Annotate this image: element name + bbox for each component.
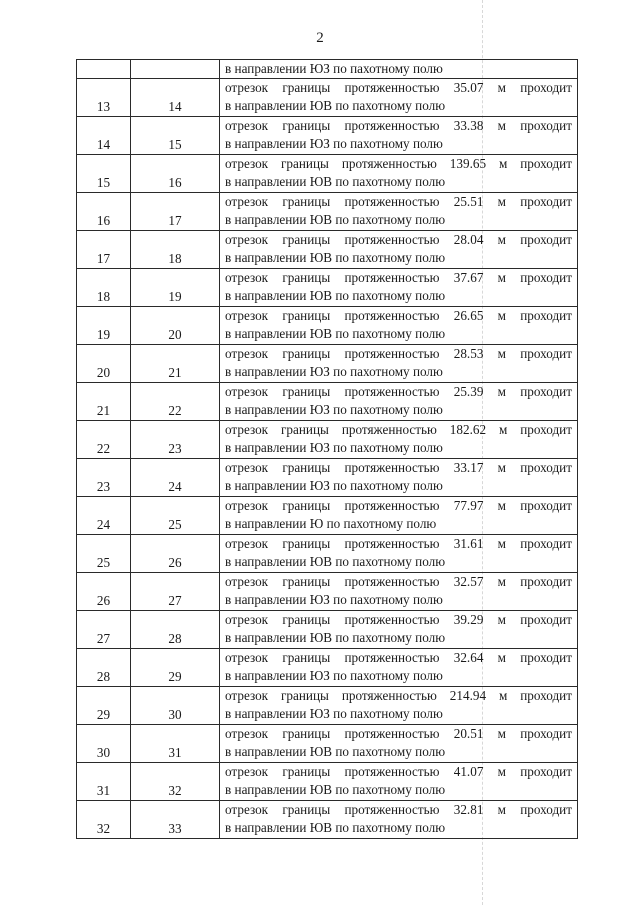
point-from-cell: 18	[77, 269, 131, 307]
point-to-cell: 24	[131, 459, 220, 497]
boundary-table-body	[77, 60, 578, 839]
description-line-1: отрезок границы протяженностью 25.39 м проходит	[225, 384, 572, 399]
table-row	[77, 155, 578, 193]
description-line-2: в направлении ЮЗ по пахотному полю	[225, 591, 443, 607]
description-cell	[220, 193, 578, 231]
description-line-1: отрезок границы протяженностью 33.38 м проходит	[225, 118, 572, 133]
description-line-2: в направлении ЮЗ по пахотному полю	[225, 477, 443, 493]
point-from-cell: 22	[77, 421, 131, 459]
description-cell	[220, 421, 578, 459]
description-line-2: в направлении ЮВ по пахотному полю	[225, 553, 446, 569]
description-line-2: в направлении ЮВ по пахотному полю	[225, 211, 446, 227]
table-row	[77, 573, 578, 611]
description-line: в направлении ЮЗ по пахотному полю	[225, 61, 443, 76]
description-line-2: в направлении ЮЗ по пахотному полю	[225, 363, 443, 379]
description-line-1: отрезок границы протяженностью 33.17 м проходит	[225, 460, 572, 475]
description-line-1: отрезок границы протяженностью 25.51 м проходит	[225, 194, 572, 209]
point-from-cell: 20	[77, 345, 131, 383]
description-line-2: в направлении ЮЗ по пахотному полю	[225, 705, 443, 721]
point-to-cell: 20	[131, 307, 220, 345]
point-to-cell: 15	[131, 117, 220, 155]
point-to-cell: 30	[131, 687, 220, 725]
description-line-1: отрезок границы протяженностью 139.65 м проходит	[225, 156, 572, 171]
point-from-cell: 15	[77, 155, 131, 193]
table-row	[77, 687, 578, 725]
description-line-2: в направлении ЮВ по пахотному полю	[225, 287, 446, 303]
table-row	[77, 421, 578, 459]
description-cell	[220, 725, 578, 763]
description-cell	[220, 79, 578, 117]
point-to-cell: 28	[131, 611, 220, 649]
point-from-cell: 17	[77, 231, 131, 269]
point-from-cell: 21	[77, 383, 131, 421]
boundary-table	[76, 59, 578, 839]
table-row	[77, 345, 578, 383]
table-row	[77, 497, 578, 535]
point-to-cell: 26	[131, 535, 220, 573]
table-row	[77, 649, 578, 687]
point-from-cell: 25	[77, 535, 131, 573]
point-to-cell: 33	[131, 801, 220, 839]
table-row	[77, 611, 578, 649]
description-cell	[220, 801, 578, 839]
description-cell	[220, 269, 578, 307]
description-cell	[220, 383, 578, 421]
table-row	[77, 763, 578, 801]
point-from-cell: 31	[77, 763, 131, 801]
point-from-cell: 23	[77, 459, 131, 497]
description-line-2: в направлении ЮВ по пахотному полю	[225, 173, 446, 189]
table-row	[77, 269, 578, 307]
description-line-1: отрезок границы протяженностью 37.67 м проходит	[225, 270, 572, 285]
description-line-1: отрезок границы протяженностью 39.29 м проходит	[225, 612, 572, 627]
table-row	[77, 307, 578, 345]
description-line-1: отрезок границы протяженностью 32.64 м проходит	[225, 650, 572, 665]
description-cell	[220, 345, 578, 383]
description-cell	[220, 60, 578, 79]
description-line-2: в направлении ЮЗ по пахотному полю	[225, 135, 443, 151]
point-to-cell: 22	[131, 383, 220, 421]
description-cell	[220, 117, 578, 155]
description-line-2: в направлении ЮВ по пахотному полю	[225, 97, 446, 113]
description-line-1: отрезок границы протяженностью 20.51 м проходит	[225, 726, 572, 741]
point-to-cell: 25	[131, 497, 220, 535]
page-number: 2	[316, 30, 324, 46]
point-to-cell: 27	[131, 573, 220, 611]
description-cell	[220, 231, 578, 269]
description-cell	[220, 763, 578, 801]
description-line-1: отрезок границы протяженностью 182.62 м проходит	[225, 422, 572, 437]
table-row	[77, 535, 578, 573]
description-cell	[220, 155, 578, 193]
point-to-cell: 29	[131, 649, 220, 687]
description-line-2: в направлении ЮВ по пахотному полю	[225, 743, 446, 759]
description-line-1: отрезок границы протяженностью 41.07 м проходит	[225, 764, 572, 779]
description-line-2: в направлении Ю по пахотному полю	[225, 515, 437, 531]
description-line-1: отрезок границы протяженностью 28.53 м проходит	[225, 346, 572, 361]
description-cell	[220, 611, 578, 649]
point-to-cell: 21	[131, 345, 220, 383]
table-row	[77, 383, 578, 421]
point-from-cell: 27	[77, 611, 131, 649]
description-line-1: отрезок границы протяженностью 214.94 м проходит	[225, 688, 572, 703]
point-to-cell: 18	[131, 231, 220, 269]
table-row	[77, 79, 578, 117]
point-to-cell: 23	[131, 421, 220, 459]
description-cell	[220, 535, 578, 573]
description-line-1: отрезок границы протяженностью 32.57 м проходит	[225, 574, 572, 589]
point-from-cell: 28	[77, 649, 131, 687]
table-row	[77, 725, 578, 763]
description-line-1: отрезок границы протяженностью 32.81 м проходит	[225, 802, 572, 817]
table-row-continuation	[77, 60, 578, 79]
table-row	[77, 231, 578, 269]
table-row	[77, 117, 578, 155]
description-cell	[220, 307, 578, 345]
description-line-2: в направлении ЮЗ по пахотному полю	[225, 439, 443, 455]
point-to-cell: 17	[131, 193, 220, 231]
point-from-cell: 13	[77, 79, 131, 117]
point-from-cell: 16	[77, 193, 131, 231]
point-from-cell: 29	[77, 687, 131, 725]
description-cell	[220, 573, 578, 611]
point-to-cell: 19	[131, 269, 220, 307]
description-cell	[220, 497, 578, 535]
table-row	[77, 193, 578, 231]
description-line-2: в направлении ЮВ по пахотному полю	[225, 249, 446, 265]
point-to-cell: 32	[131, 763, 220, 801]
description-line-2: в направлении ЮВ по пахотному полю	[225, 819, 446, 835]
point-from-cell: 19	[77, 307, 131, 345]
description-line-1: отрезок границы протяженностью 77.97 м проходит	[225, 498, 572, 513]
point-from-cell: 24	[77, 497, 131, 535]
description-line-1: отрезок границы протяженностью 26.65 м проходит	[225, 308, 572, 323]
point-from-cell: 32	[77, 801, 131, 839]
table-row	[77, 459, 578, 497]
point-from-cell: 14	[77, 117, 131, 155]
description-line-2: в направлении ЮЗ по пахотному полю	[225, 667, 443, 683]
point-from-cell	[77, 60, 131, 79]
description-line-2: в направлении ЮВ по пахотному полю	[225, 629, 446, 645]
description-line-1: отрезок границы протяженностью 31.61 м проходит	[225, 536, 572, 551]
point-from-cell: 26	[77, 573, 131, 611]
point-to-cell: 14	[131, 79, 220, 117]
description-line-1: отрезок границы протяженностью 35.07 м проходит	[225, 80, 572, 95]
description-line-2: в направлении ЮВ по пахотному полю	[225, 325, 446, 341]
table-row	[77, 801, 578, 839]
description-cell	[220, 687, 578, 725]
description-line-1: отрезок границы протяженностью 28.04 м проходит	[225, 232, 572, 247]
description-cell	[220, 459, 578, 497]
description-line-2: в направлении ЮВ по пахотному полю	[225, 781, 446, 797]
point-from-cell: 30	[77, 725, 131, 763]
description-line-2: в направлении ЮЗ по пахотному полю	[225, 401, 443, 417]
point-to-cell: 31	[131, 725, 220, 763]
point-to-cell	[131, 60, 220, 79]
description-cell	[220, 649, 578, 687]
point-to-cell: 16	[131, 155, 220, 193]
